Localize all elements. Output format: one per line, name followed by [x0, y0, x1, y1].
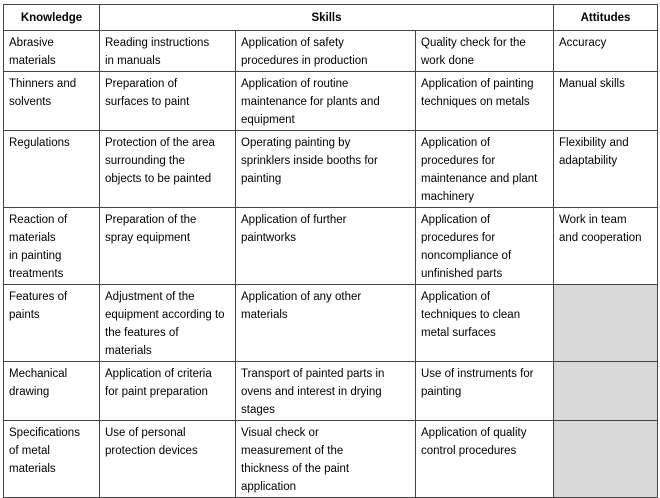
header-attitudes: Attitudes: [554, 5, 658, 31]
knowledge-cell: Mechanical drawing: [4, 362, 100, 421]
table-row: [4, 31, 658, 72]
skill-cell: Use of personal protection devices: [100, 421, 236, 498]
table-row: [4, 131, 658, 208]
empty-attitude-cell: [554, 421, 658, 498]
attitude-cell: Flexibility and adaptability: [554, 131, 658, 208]
attitude-cell: Manual skills: [554, 72, 658, 131]
knowledge-cell: Regulations: [4, 131, 100, 208]
table-row: [4, 208, 658, 285]
skill-cell: Operating painting by sprinklers inside booths for painting: [236, 131, 416, 208]
table-row: [4, 285, 658, 362]
skill-cell: Application of procedures for noncompliance of unfinished parts: [416, 208, 554, 285]
empty-attitude-cell: [554, 362, 658, 421]
skill-cell: Preparation of surfaces to paint: [100, 72, 236, 131]
knowledge-cell: Specifications of metal materials: [4, 421, 100, 498]
competency-table: [3, 4, 658, 498]
skill-cell: Quality check for the work done: [416, 31, 554, 72]
header-skills: Skills: [100, 5, 554, 31]
skill-cell: Reading instructions in manuals: [100, 31, 236, 72]
table-row: [4, 362, 658, 421]
knowledge-cell: Thinners and solvents: [4, 72, 100, 131]
skill-cell: Application of procedures for maintenance and plant machinery: [416, 131, 554, 208]
skill-cell: Protection of the area surrounding the objects to be painted: [100, 131, 236, 208]
knowledge-cell: Abrasive materials: [4, 31, 100, 72]
skill-cell: Use of instruments for painting: [416, 362, 554, 421]
empty-attitude-cell: [554, 285, 658, 362]
table-row: [4, 421, 658, 498]
skill-cell: Adjustment of the equipment according to the features of materials: [100, 285, 236, 362]
skill-cell: Application of routine maintenance for plants and equipment: [236, 72, 416, 131]
skill-cell: Application of quality control procedures: [416, 421, 554, 498]
skill-cell: Application of safety procedures in production: [236, 31, 416, 72]
skill-cell: Application of criteria for paint preparation: [100, 362, 236, 421]
attitude-cell: Accuracy: [554, 31, 658, 72]
table-row: [4, 72, 658, 131]
knowledge-cell: Reaction of materials in painting treatments: [4, 208, 100, 285]
skill-cell: Application of painting techniques on metals: [416, 72, 554, 131]
header-row: [4, 5, 658, 31]
header-knowledge: Knowledge: [4, 5, 100, 31]
skill-cell: Application of any other materials: [236, 285, 416, 362]
skill-cell: Preparation of the spray equipment: [100, 208, 236, 285]
skill-cell: Visual check or measurement of the thickness of the paint application: [236, 421, 416, 498]
skill-cell: Application of further paintworks: [236, 208, 416, 285]
skill-cell: Transport of painted parts in ovens and interest in drying stages: [236, 362, 416, 421]
attitude-cell: Work in team and cooperation: [554, 208, 658, 285]
skill-cell: Application of techniques to clean metal surfaces: [416, 285, 554, 362]
knowledge-cell: Features of paints: [4, 285, 100, 362]
